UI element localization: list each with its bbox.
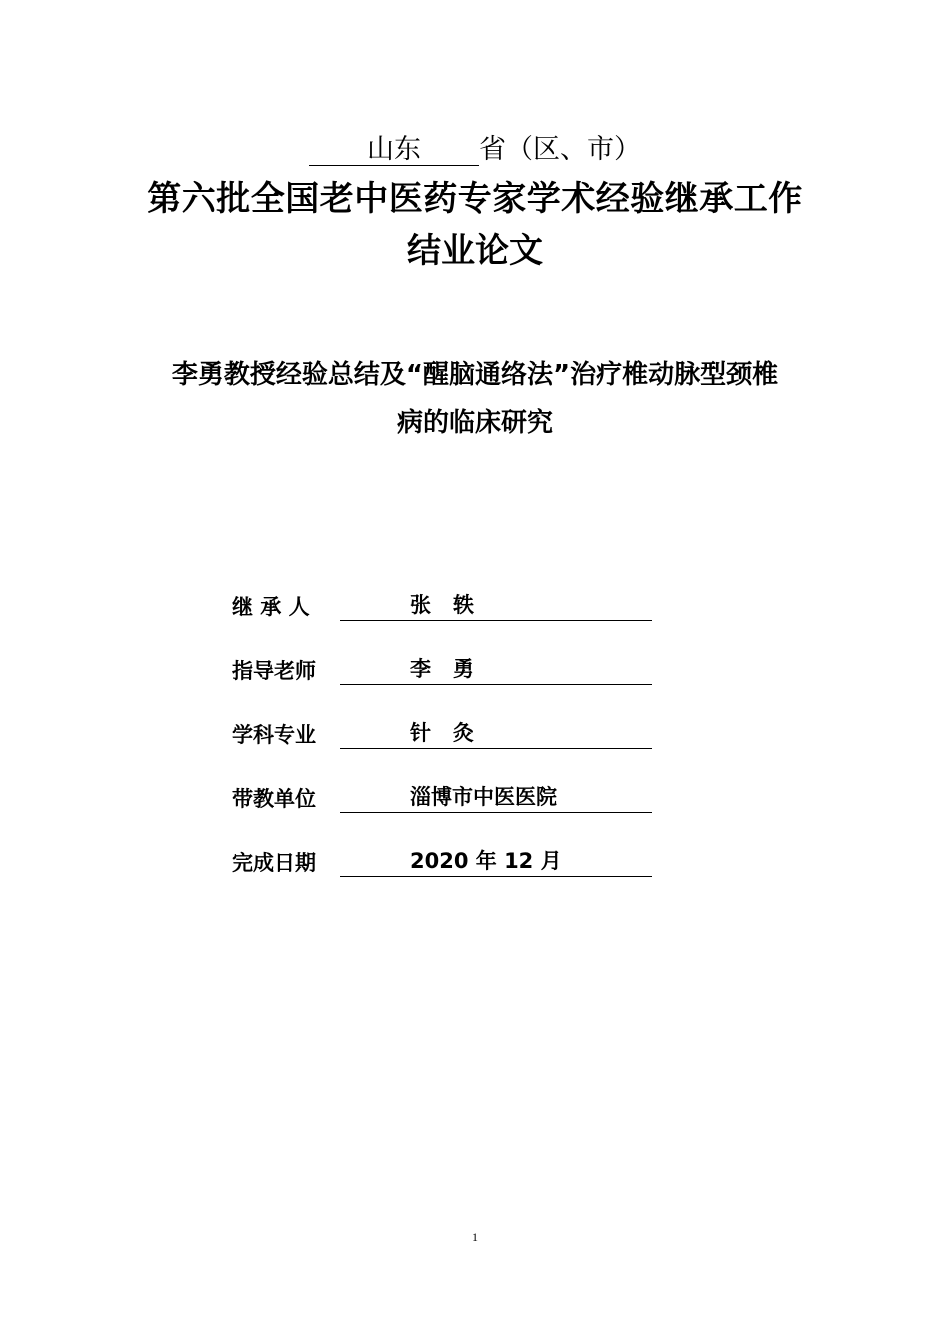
institution-value: 淄博市中医医院	[340, 782, 652, 813]
info-row-advisor	[232, 654, 652, 718]
info-row-discipline	[232, 718, 652, 782]
successor-value: 张 轶	[340, 590, 652, 621]
province-name: 山东	[309, 135, 479, 166]
province-line	[0, 132, 950, 168]
institution-label: 带教单位	[232, 787, 316, 811]
info-row-completion-date	[232, 846, 652, 910]
discipline-value: 针 灸	[340, 718, 652, 749]
info-row-institution	[232, 782, 652, 846]
info-block	[232, 590, 652, 910]
completion-date-label: 完成日期	[232, 851, 316, 875]
successor-label: 继 承 人	[232, 595, 310, 619]
thesis-title-line-2: 病的临床研究	[396, 408, 553, 438]
info-row-successor	[232, 590, 652, 654]
document-subtitle: 结业论文	[407, 231, 543, 271]
page-number: 1	[472, 1230, 478, 1244]
discipline-label: 学科专业	[232, 723, 316, 747]
thesis-title-line-1: 李勇教授经验总结及“醒脑通络法”治疗椎动脉型颈椎	[171, 360, 779, 390]
completion-date-value: 2020 年 12 月	[340, 846, 652, 877]
document-title: 第六批全国老中医药专家学术经验继承工作	[147, 179, 803, 219]
advisor-label: 指导老师	[232, 659, 316, 683]
advisor-value: 李 勇	[340, 654, 652, 685]
province-suffix: 省（区、市）	[479, 134, 641, 165]
